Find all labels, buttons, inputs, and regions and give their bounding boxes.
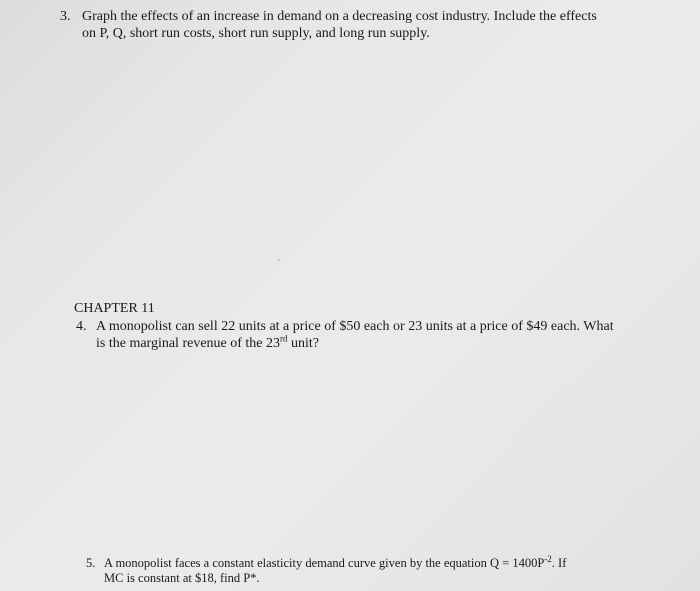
question-5-text-2: MC is constant at $18, find P*. [104, 571, 260, 585]
question-4-line-1 [76, 318, 676, 335]
question-5-text-1b: . If [551, 556, 567, 570]
question-3 [60, 8, 680, 42]
question-3-line-1 [60, 8, 680, 25]
question-3-text-2: on P, Q, short run costs, short run supply, and long run supply. [82, 26, 430, 41]
question-3-number: 3. [60, 9, 71, 24]
question-5 [86, 553, 686, 586]
question-4-text-2a: is the marginal revenue of the 23 [96, 336, 281, 351]
question-3-text-1: Graph the effects of an increase in demand on a decreasing cost industry. Include the effects [82, 9, 597, 24]
question-4-text-2b: unit? [287, 336, 320, 351]
question-5-text-1a: A monopolist faces a constant elasticity demand curve given by the equation Q = 1400P [104, 556, 545, 570]
question-4-ordinal-suffix: rd [280, 333, 288, 344]
paper-speck [278, 259, 280, 261]
question-4 [76, 318, 676, 352]
chapter-heading: CHAPTER 11 [74, 301, 155, 316]
question-5-exponent: -2 [544, 553, 552, 564]
question-4-number: 4. [76, 319, 87, 334]
question-5-line-1 [86, 553, 686, 571]
question-4-line-2 [76, 335, 676, 352]
question-5-number: 5. [86, 556, 96, 570]
question-4-text-1: A monopolist can sell 22 units at a price of $50 each or 23 units at a price of $49 each. What [96, 319, 614, 334]
